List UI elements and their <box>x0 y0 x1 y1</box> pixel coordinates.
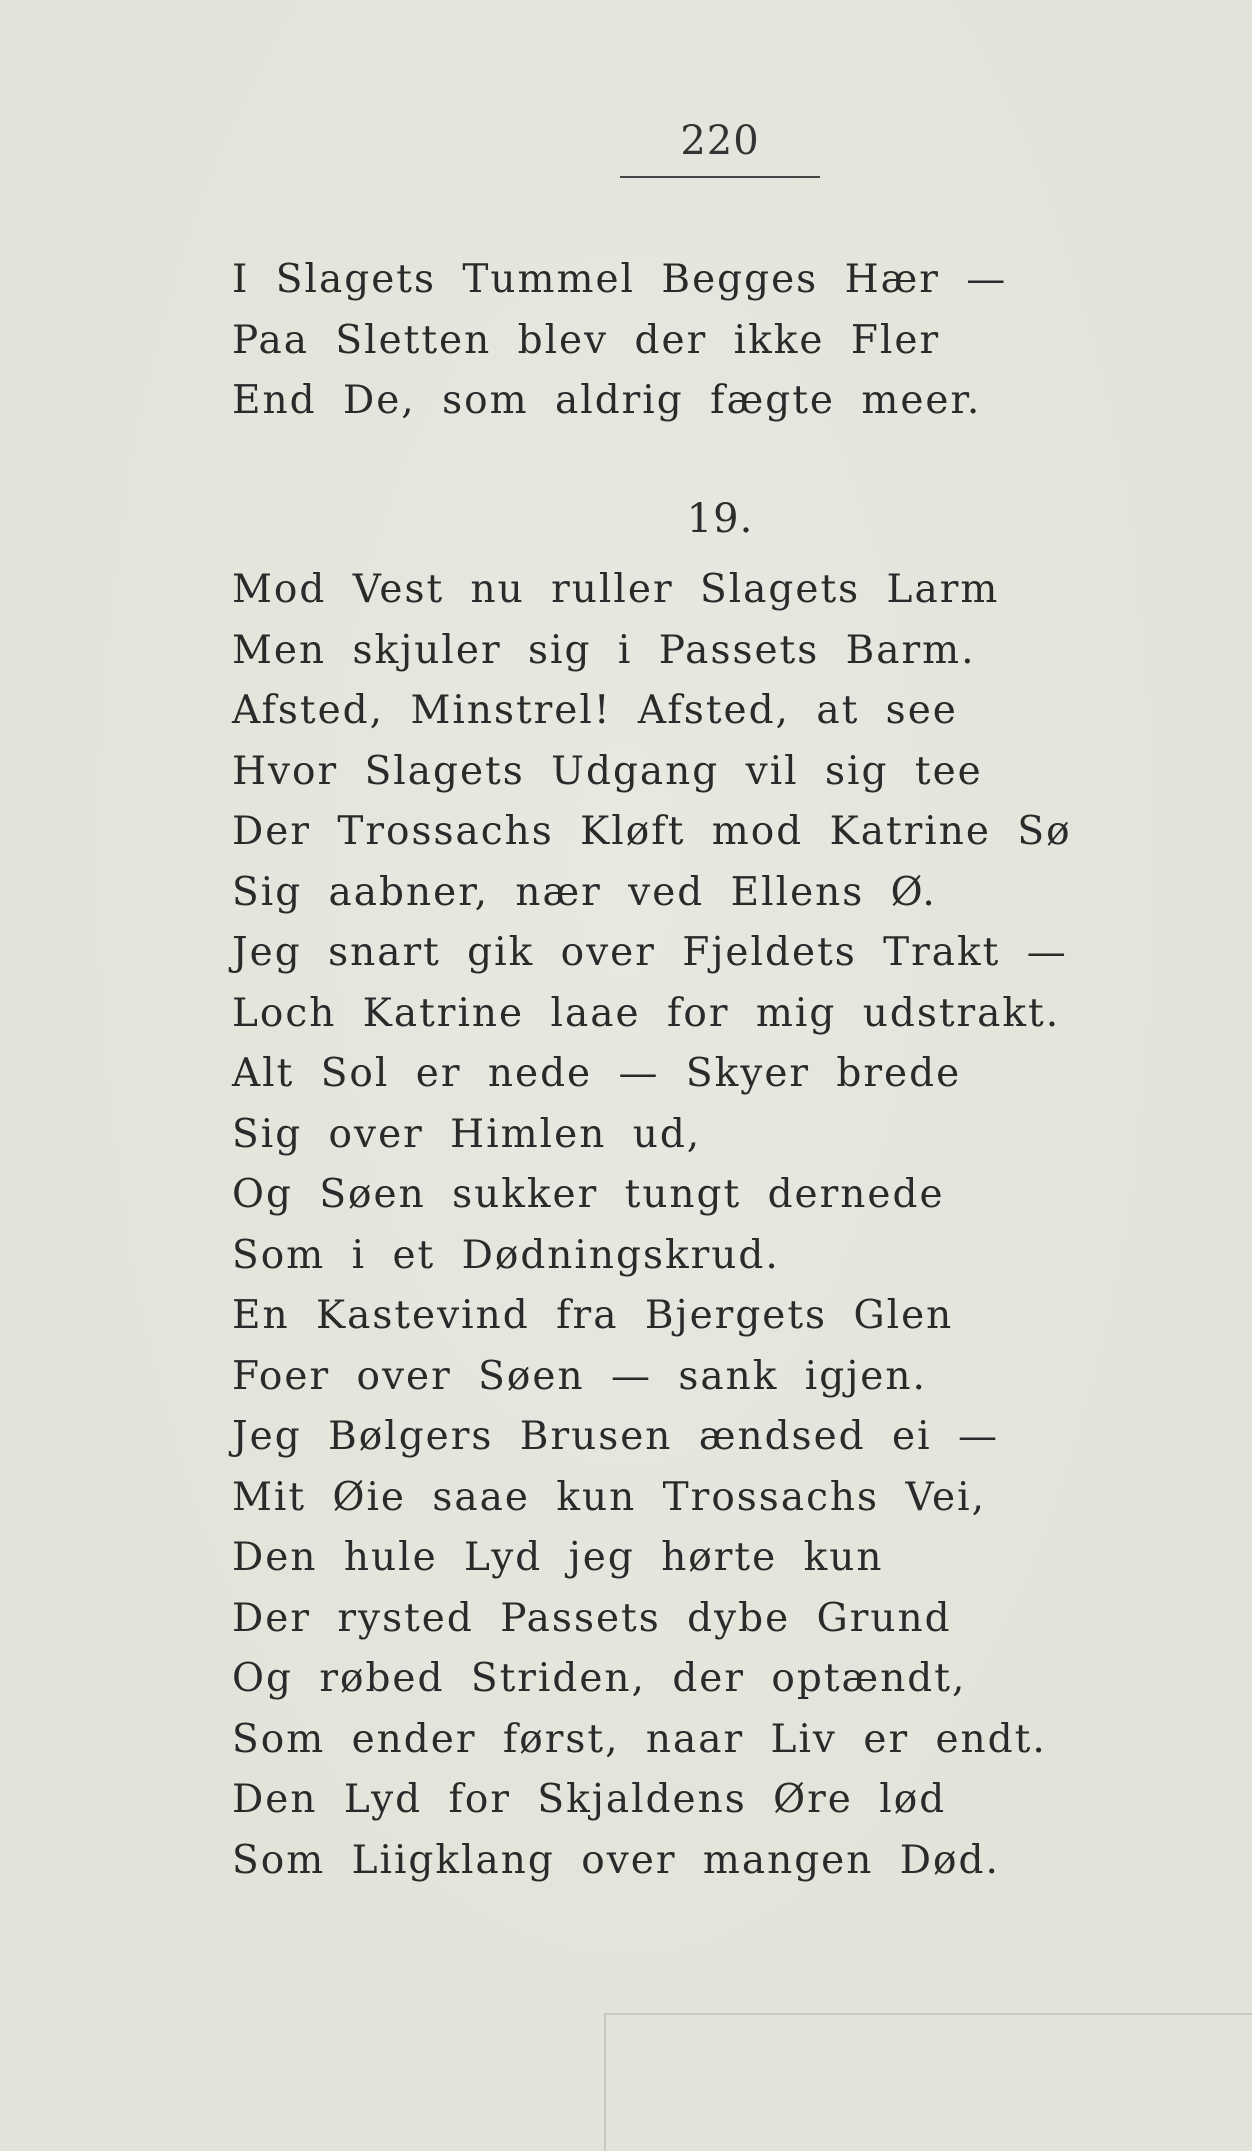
verse-line: Som i et Dødningskrud. <box>232 1232 780 1278</box>
verse-line: Mod Vest nu ruller Slagets Larm <box>232 567 1000 612</box>
verse-line: Og røbed Striden, der optændt, <box>232 1656 967 1701</box>
verse-line: Jeg Bølgers Brusen ændsed ei — <box>232 1414 999 1459</box>
scan-edge-line <box>604 2013 606 2151</box>
section-number: 19. <box>686 496 754 542</box>
verse-line: Den hule Lyd jeg hørte kun <box>232 1535 884 1580</box>
verse-line: I Slagets Tummel Begges Hær — <box>232 257 1008 302</box>
verse-line: Som ender først, naar Liv er endt. <box>232 1716 1047 1762</box>
stanza-previous <box>232 250 1132 432</box>
verse-line: Og Søen sukker tungt dernede <box>232 1172 945 1217</box>
scan-edge-line <box>604 2013 1252 2015</box>
verse-line: Alt Sol er nede — Skyer brede <box>232 1051 962 1096</box>
verse-line: Der Trossachs Kløft mod Katrine Sø <box>232 809 1072 854</box>
stanza-19 <box>232 560 1132 1891</box>
verse-line: Men skjuler sig i Passets Barm. <box>232 627 976 673</box>
verse-line: Hvor Slagets Udgang vil sig tee <box>232 748 983 794</box>
verse-line: Foer over Søen — sank igjen. <box>232 1353 927 1399</box>
verse-line: Sig aabner, nær ved Ellens Ø. <box>232 869 937 915</box>
verse-line: Jeg snart gik over Fjeldets Trakt — <box>232 930 1068 975</box>
verse-line: Den Lyd for Skjaldens Øre lød <box>232 1777 947 1822</box>
page-number: 220 <box>680 118 760 164</box>
verse-line: Mit Øie saae kun Trossachs Vei, <box>232 1474 986 1520</box>
verse-line: Som Liigklang over mangen Død. <box>232 1837 1000 1883</box>
verse-line: Afsted, Minstrel! Afsted, at see <box>232 688 958 733</box>
verse-line: Paa Sletten blev der ikke Fler <box>232 317 941 363</box>
verse-line: En Kastevind fra Bjergets Glen <box>232 1293 954 1338</box>
verse-line: End De, som aldrig fægte meer. <box>232 378 982 423</box>
verse-line: Sig over Himlen ud, <box>232 1111 702 1157</box>
header-rule <box>620 176 820 178</box>
verse-line: Der rysted Passets dybe Grund <box>232 1595 952 1641</box>
verse-line: Loch Katrine laae for mig udstrakt. <box>232 990 1061 1036</box>
